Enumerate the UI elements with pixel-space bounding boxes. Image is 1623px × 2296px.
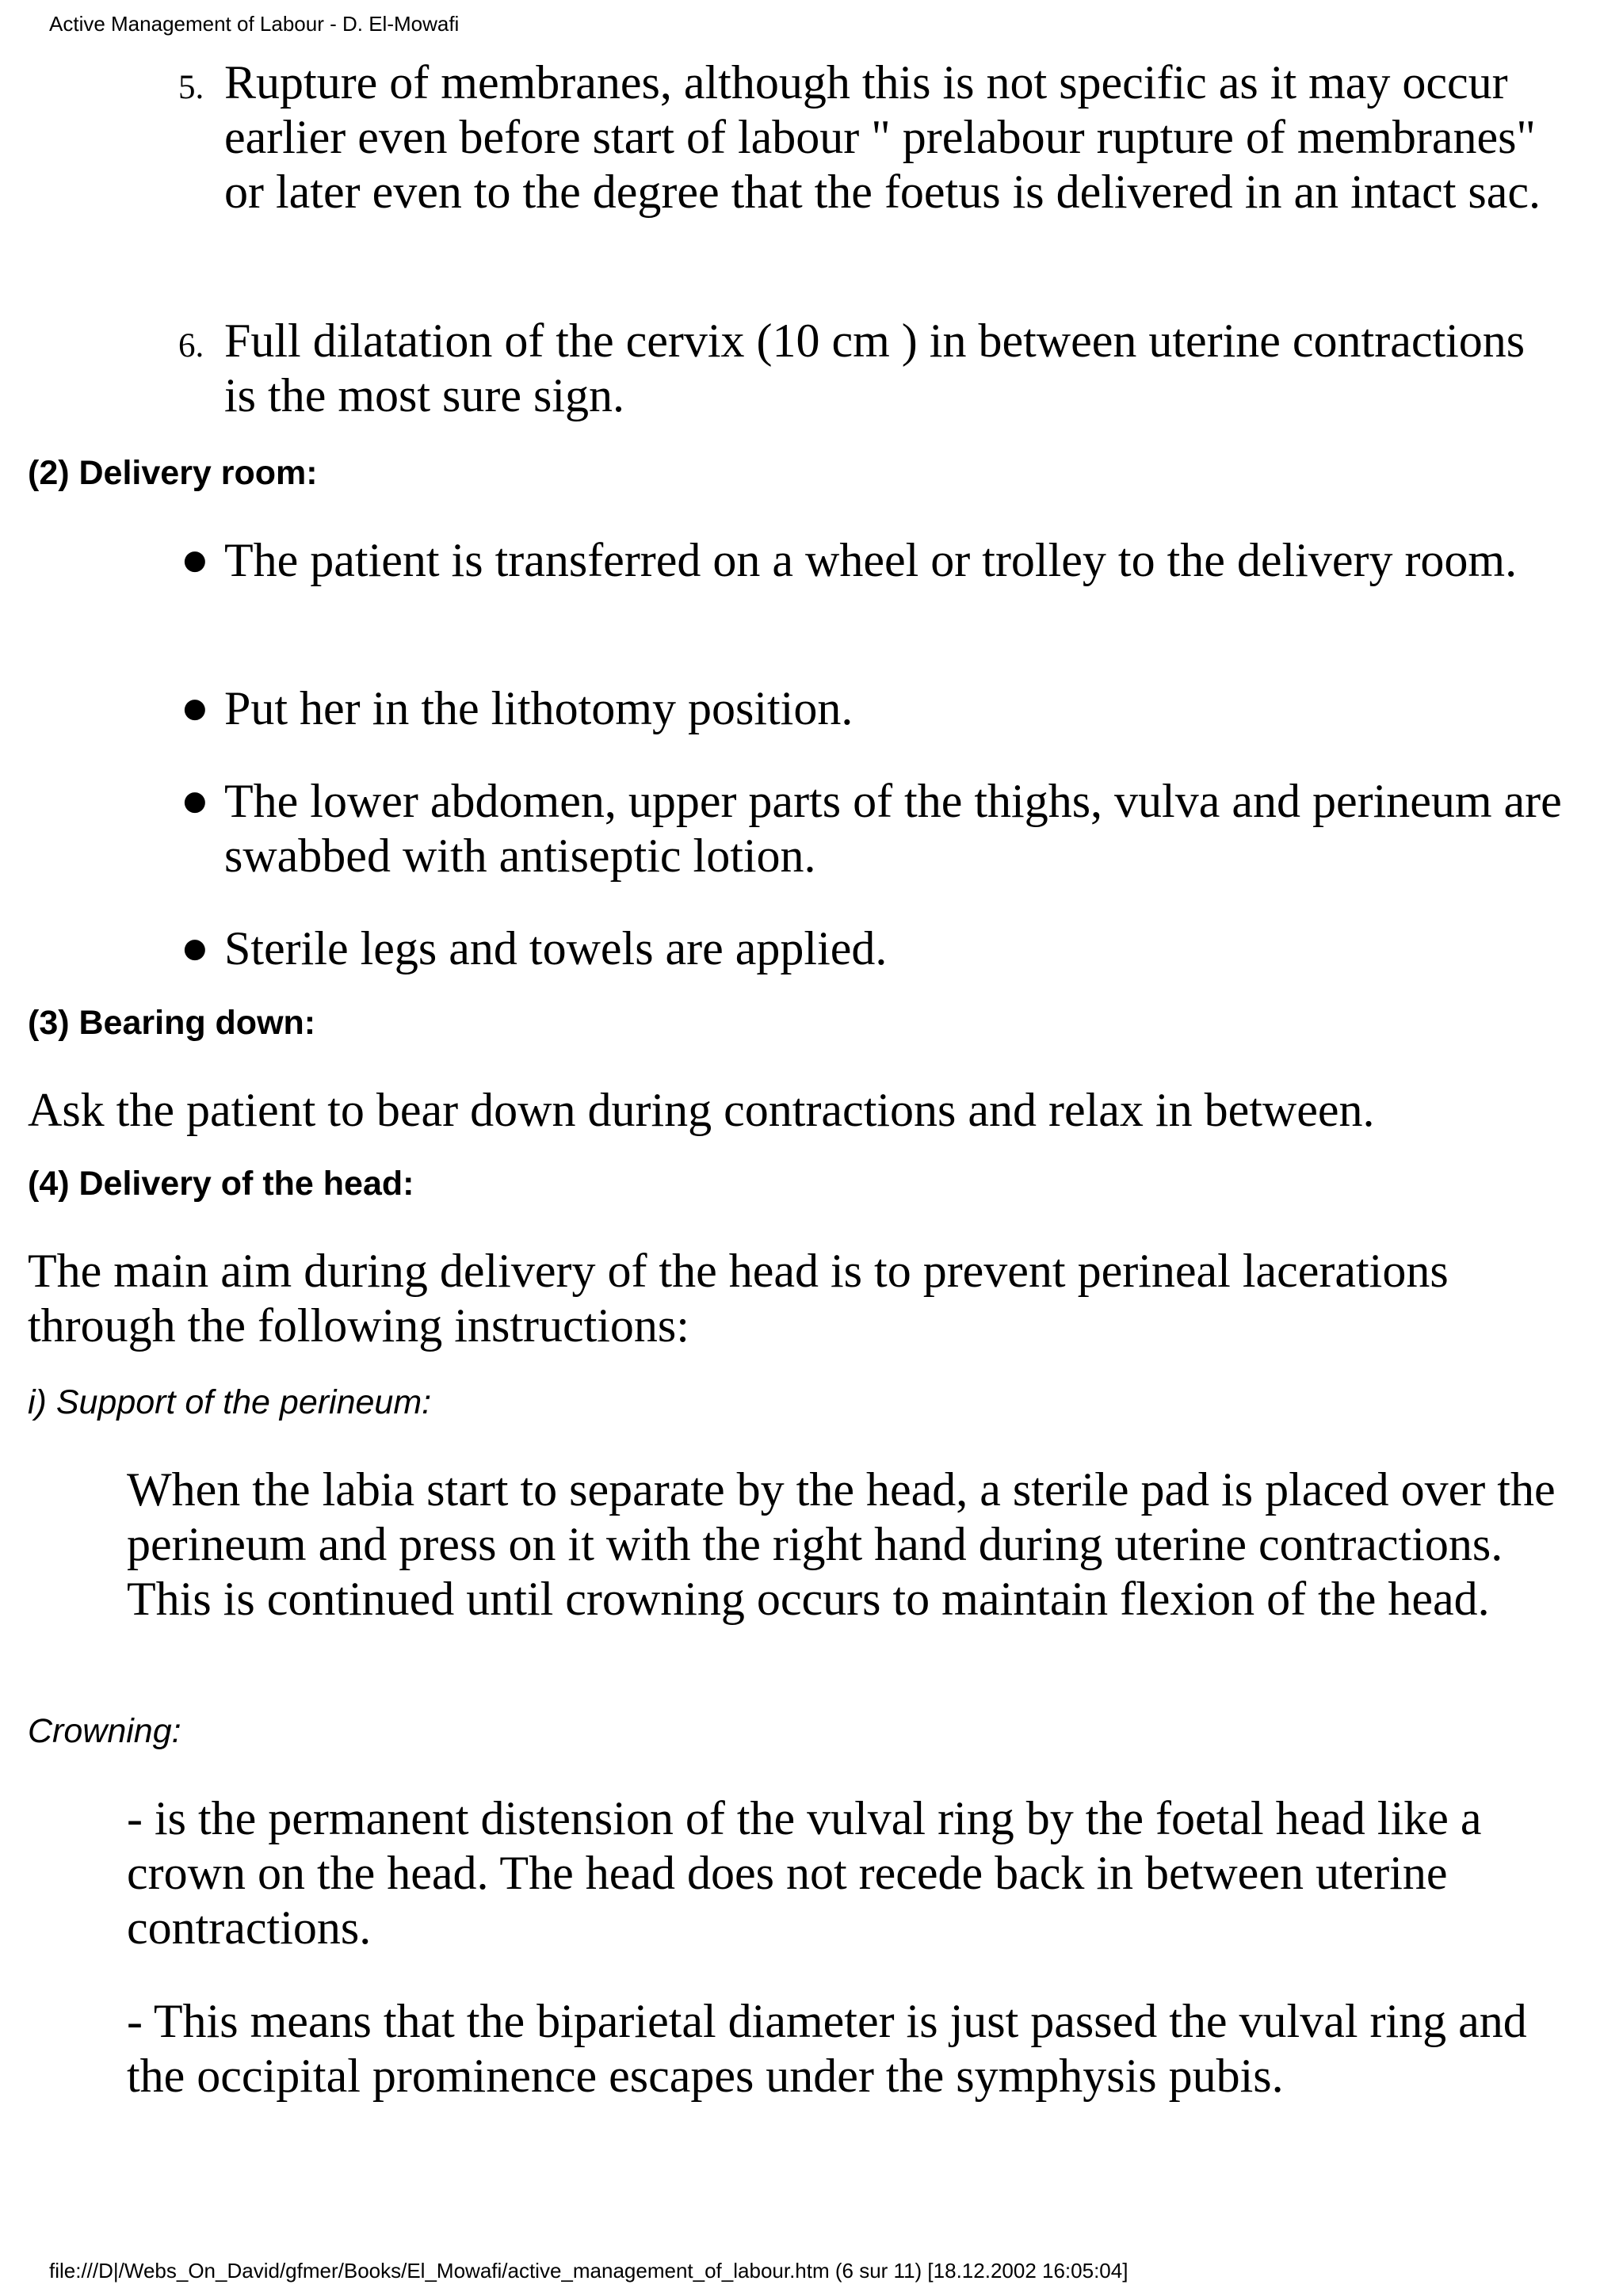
list-item-number: 6. <box>178 327 204 364</box>
bullet-list-item <box>183 921 1564 976</box>
bullet-list-item <box>183 681 1564 736</box>
subheading-crowning: Crowning: <box>28 1712 181 1750</box>
crowning-point: - This means that the biparietal diameter is just passed the vulval ring and the occipital prominence escapes under the symphysis pubis. <box>127 1995 1527 2102</box>
bullet-icon: ● <box>183 692 207 724</box>
list-item-text: Put her in the lithotomy position. <box>224 682 854 734</box>
subheading-support-perineum: i) Support of the perineum: <box>28 1383 432 1421</box>
numbered-list-item <box>178 314 1564 423</box>
page-footer-url: file:///D|/Webs_On_David/gfmer/Books/El_Mowafi/active_management_of_labour.htm (6 sur 11) [18.12.2002 16:05:04] <box>49 2259 1128 2283</box>
list-item-text: Full dilatation of the cervix (10 cm ) in between uterine contractions is the most sure sign. <box>224 315 1526 421</box>
crowning-point: - is the permanent distension of the vulval ring by the foetal head like a crown on the head. The head does not recede back in between uterine contractions. <box>127 1792 1482 1954</box>
section-heading-bearing-down: (3) Bearing down: <box>28 1004 316 1042</box>
numbered-list-item <box>178 55 1564 219</box>
bullet-icon: ● <box>183 544 207 576</box>
list-item-text: Rupture of membranes, although this is not specific as it may occur earlier even before start of labour " prelabour rupture of membranes" or later even to the degree that the foetus is delivered in an intact sac. <box>224 56 1541 218</box>
bullet-icon: ● <box>183 933 207 964</box>
list-item-number: 5. <box>178 69 204 106</box>
section-heading-delivery-of-head: (4) Delivery of the head: <box>28 1165 414 1203</box>
list-item-text: The lower abdomen, upper parts of the thighs, vulva and perineum are swabbed with antiseptic lotion. <box>224 775 1562 882</box>
bearing-down-text: Ask the patient to bear down during contractions and relax in between. <box>28 1084 1375 1136</box>
bullet-list-item <box>183 533 1564 588</box>
list-item-text: Sterile legs and towels are applied. <box>224 922 888 974</box>
delivery-head-intro: The main aim during delivery of the head is to prevent perineal lacerations through the following instructions: <box>28 1245 1449 1352</box>
page-header-title: Active Management of Labour - D. El-Mowafi <box>49 12 460 36</box>
list-item-text: The patient is transferred on a wheel or trolley to the delivery room. <box>224 534 1518 586</box>
bullet-list-item <box>183 774 1564 883</box>
bullet-icon: ● <box>183 785 207 817</box>
support-perineum-text: When the labia start to separate by the head, a sterile pad is placed over the perineum and press on it with the right hand during uterine contractions. This is continued until crowning occurs to maintain flexion of the head. <box>127 1463 1556 1625</box>
section-heading-delivery-room: (2) Delivery room: <box>28 454 318 492</box>
